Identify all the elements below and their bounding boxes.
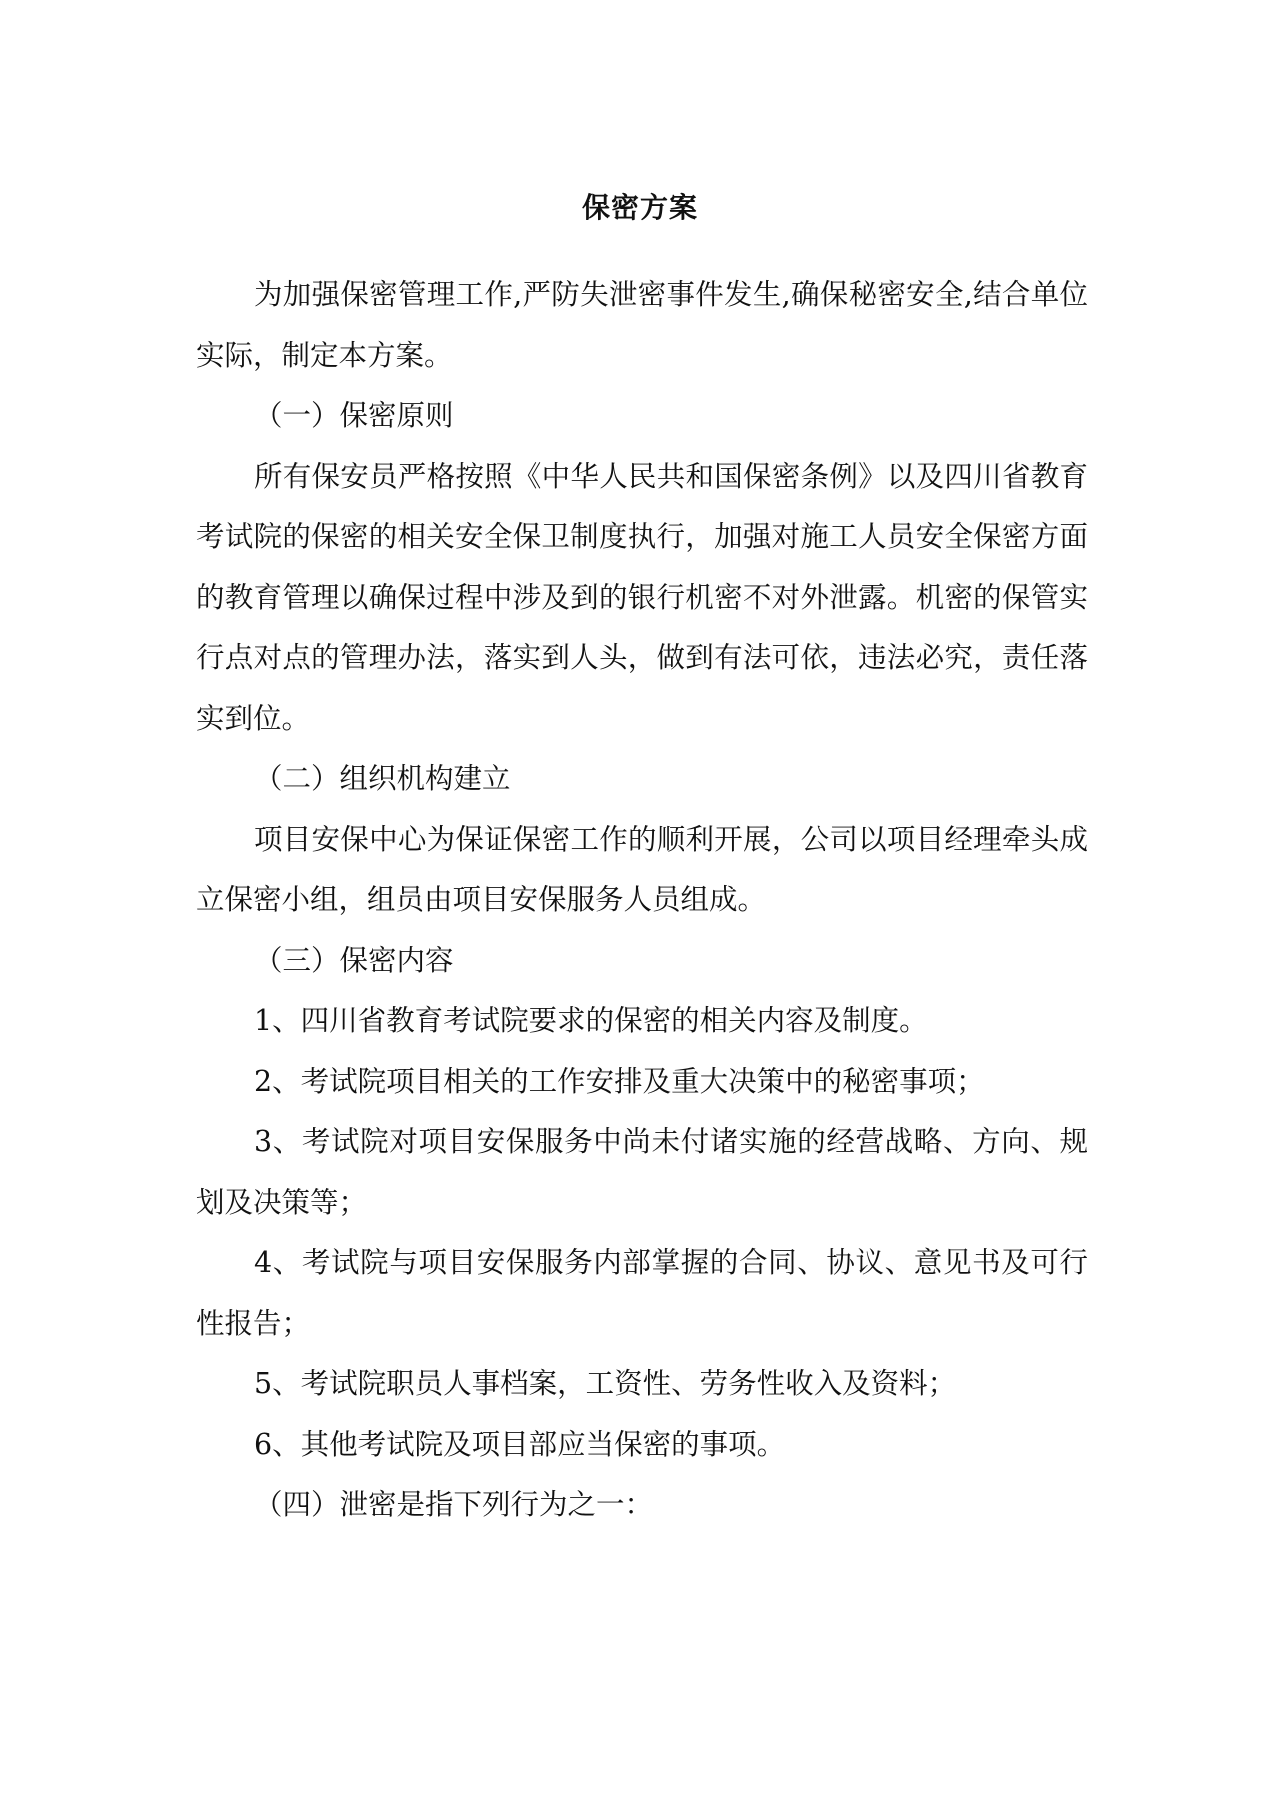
content-item-5: 5、考试院职员人事档案，工资性、劳务性收入及资料； bbox=[254, 1367, 957, 1400]
content-item-3: 3、考试院对项目安保服务中尚未付诸实施的经营战略、方向、规划及决策等； bbox=[196, 1125, 1088, 1219]
section-heading-content: （三）保密内容 bbox=[254, 943, 454, 977]
section-heading-principles: （一）保密原则 bbox=[254, 399, 454, 432]
principles-paragraph: 所有保安员严格按照《中华人民共和国保密条例》以及四川省教育考试院的保密的相关安全保卫制度执行，加强对施工人员安全保密方面的教育管理以确保过程中涉及到的银行机密不对外泄露。机密的保管实行点对点的管理办法，落实到人头，做到有法可依，违法必究，责任落实到位。 bbox=[196, 459, 1088, 735]
intro-paragraph: 为加强保密管理工作,严防失泄密事件发生,确保秘密安全,结合单位实际，制定本方案。 bbox=[196, 278, 1088, 372]
organization-paragraph: 项目安保中心为保证保密工作的顺利开展，公司以项目经理牵头成立保密小组，组员由项目安保服务人员组成。 bbox=[196, 822, 1088, 916]
section-heading-leak: （四）泄密是指下列行为之一： bbox=[254, 1488, 654, 1521]
content-item-6: 6、其他考试院及项目部应当保密的事项。 bbox=[254, 1427, 786, 1461]
section-heading-organization: （二）组织机构建立 bbox=[254, 762, 511, 795]
document-body bbox=[196, 265, 1088, 1536]
document-title: 保密方案 bbox=[581, 191, 698, 224]
content-item-2: 2、考试院项目相关的工作安排及重大决策中的秘密事项； bbox=[254, 1064, 985, 1098]
content-item-1: 1、四川省教育考试院要求的保密的相关内容及制度。 bbox=[254, 1004, 928, 1037]
content-item-4: 4、考试院与项目安保服务内部掌握的合同、协议、意见书及可行性报告； bbox=[196, 1246, 1088, 1340]
